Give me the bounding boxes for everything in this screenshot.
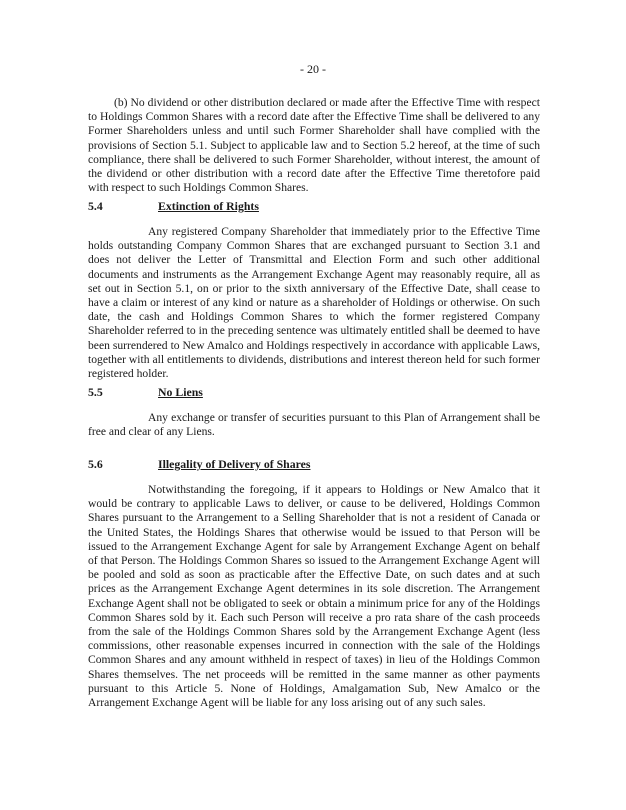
section-number: 5.5 (88, 385, 103, 399)
section-heading-5-4 (88, 199, 540, 213)
paragraph-b: (b) No dividend or other distribution declared or made after the Effective Time with respect to Holdings Common Shares with a record date after the Effective Time shall be delivered to any Former Shareholders unless and until such Former Shareholder shall have complied with the provisions of Section 5.1. Subject to applicable law and to Section 5.2 hereof, at the time of such compliance, there shall be delivered to such Former Shareholder, without interest, the amount of the dividend or other distribution with a record date after the Effective Time theretofore paid with respect to such Holdings Common Shares. (88, 96, 540, 195)
section-5-5-body: Any exchange or transfer of securities pursuant to this Plan of Arrangement shall be free and clear of any Liens. (88, 411, 540, 439)
section-title: Extinction of Rights (158, 199, 259, 213)
page-number: - 20 - (300, 62, 326, 76)
section-heading-5-5 (88, 385, 540, 399)
section-number: 5.6 (88, 457, 103, 471)
section-5-6-body: Notwithstanding the foregoing, if it appears to Holdings or New Amalco that it would be contrary to applicable Laws to deliver, or cause to be delivered, Holdings Common Shares pursuant to the Arrangement to a Selling Shareholder that is not a resident of Canada or the United States, the Holdings Shares that otherwise would be issued to that Person will be issued to the Arrangement Exchange Agent for sale by Arrangement Exchange Agent on behalf of that Person. The Holdings Common Shares so issued to the Arrangement Exchange Agent will be pooled and sold as soon as practicable after the Effective Date, on such dates and at such prices as the Arrangement Exchange Agent determines in its sole discretion. The Arrangement Exchange Agent shall not be obligated to seek or obtain a minimum price for any of the Holdings Common Shares sold by it. Each such Person will receive a pro rata share of the cash proceeds from the sale of the Holdings Common Shares sold by the Arrangement Exchange Agent (less commissions, other reasonable expenses incurred in connection with the sale of the Holdings Common Shares and any amount withheld in respect of taxes) in lieu of the Holdings Common Shares themselves. The net proceeds will be remitted in the same manner as other payments pursuant to this Article 5. None of Holdings, Amalgamation Sub, New Amalco or the Arrangement Exchange Agent will be liable for any loss arising out of any such sales. (88, 483, 540, 710)
section-number: 5.4 (88, 199, 103, 213)
section-heading-5-6 (88, 457, 540, 471)
section-title: Illegality of Delivery of Shares (158, 457, 311, 471)
section-title: No Liens (158, 385, 203, 399)
section-5-4-body: Any registered Company Shareholder that immediately prior to the Effective Time holds outstanding Company Common Shares that are exchanged pursuant to Section 3.1 and does not deliver the Letter of Transmittal and Election Form and such other additional documents and instruments as the Arrangement Exchange Agent may reasonably require, all as set out in Section 5.1, on or prior to the sixth anniversary of the Effective Date, shall cease to have a claim or interest of any kind or nature as a shareholder of Holdings or otherwise. On such date, the cash and Holdings Common Shares to which the former registered Company Shareholder referred to in the preceding sentence was ultimately entitled shall be deemed to have been surrendered to New Amalco and Holdings respectively in accordance with applicable Laws, together with all entitlements to dividends, distributions and interest thereon held for such former registered holder. (88, 225, 540, 381)
